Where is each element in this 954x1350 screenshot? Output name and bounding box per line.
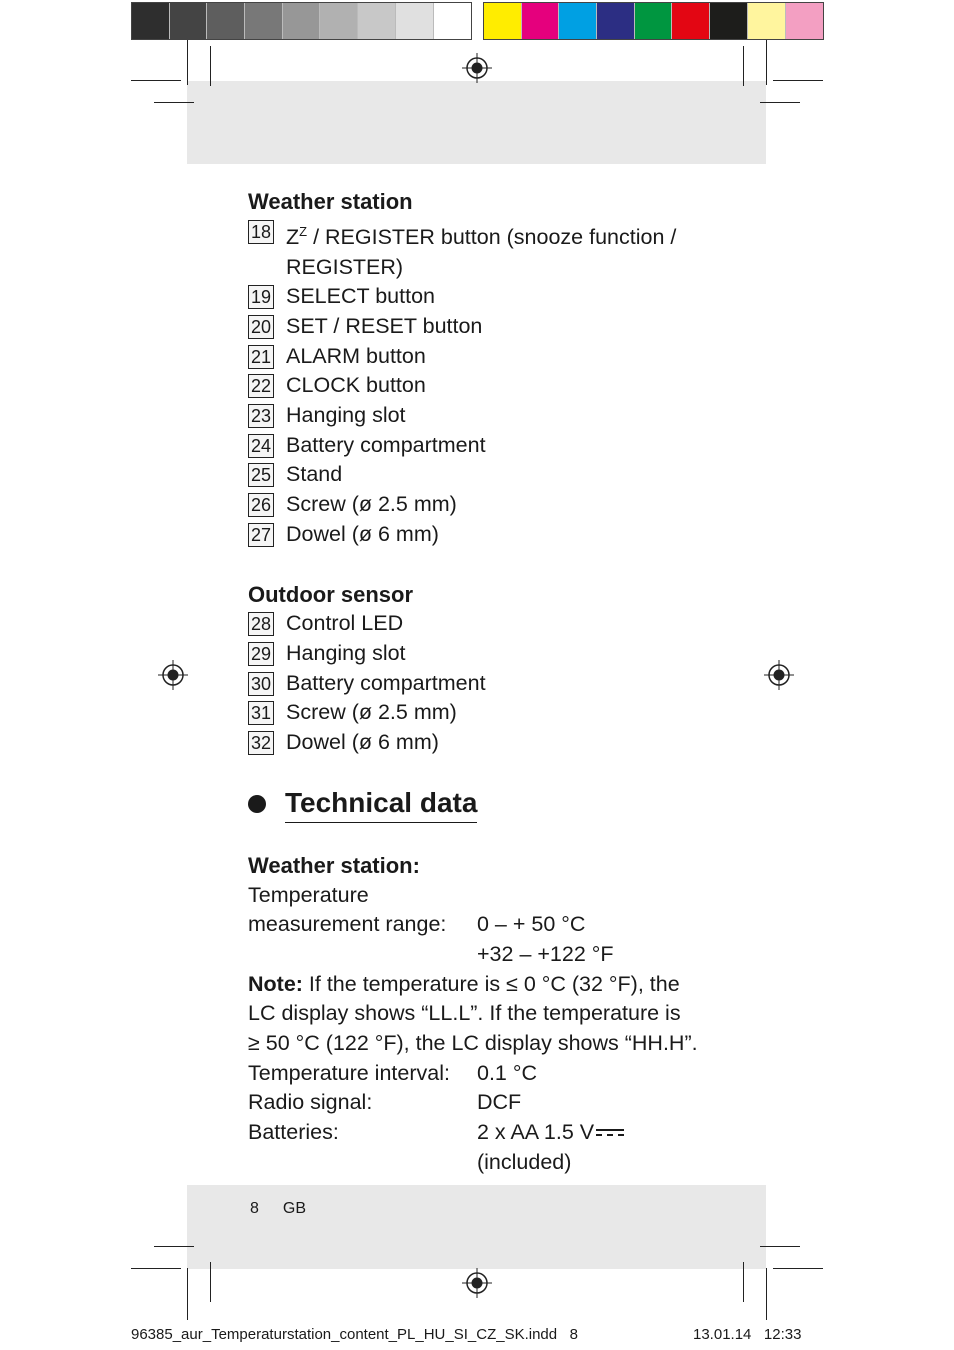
part-label: SET / RESET button — [286, 313, 483, 338]
part-list-item — [248, 282, 718, 312]
part-label: Dowel (ø 6 mm) — [286, 730, 439, 755]
part-list-item — [248, 609, 718, 639]
part-number-badge: 22 — [248, 374, 274, 398]
technical-data-rows — [248, 1059, 718, 1118]
color-swatch — [283, 3, 321, 39]
part-label: Hanging slot — [286, 641, 406, 665]
part-label: ALARM button — [286, 343, 426, 368]
note-text: If the temperature is ≤ 0 °C (32 °F), the LC display shows “LL.L”. If the temperature is ≥ 50 °C (122 °F), the LC display shows “HH.H”. — [248, 971, 698, 1056]
note-label: Note: — [248, 971, 303, 996]
crop-mark — [743, 1262, 744, 1302]
registration-mark-icon — [764, 660, 794, 690]
batteries-row — [248, 1118, 718, 1148]
crop-mark — [210, 46, 211, 86]
part-number-badge: 20 — [248, 315, 274, 339]
color-swatch — [132, 3, 170, 39]
color-swatch — [559, 3, 597, 39]
technical-data-row — [248, 1088, 718, 1118]
registration-mark-icon — [462, 1268, 492, 1298]
registration-mark-icon — [158, 660, 188, 690]
temperature-range-row — [248, 910, 718, 940]
part-list-item — [248, 728, 718, 758]
crop-mark — [743, 46, 744, 86]
part-list-item — [248, 431, 718, 461]
page-footer — [250, 1200, 330, 1218]
crop-mark — [154, 1246, 194, 1247]
part-list-item — [248, 669, 718, 699]
crop-mark — [187, 1268, 188, 1320]
crop-mark — [210, 1262, 211, 1302]
color-swatch — [635, 3, 673, 39]
footer-band — [187, 1185, 766, 1269]
color-swatch — [672, 3, 710, 39]
crop-mark — [773, 80, 823, 81]
batteries-label: Batteries: — [248, 1120, 339, 1145]
temperature-range-label: measurement range: — [248, 912, 447, 937]
part-label: Stand — [286, 462, 343, 487]
batteries-value: 2 x AA 1.5 V — [477, 1120, 595, 1145]
batteries-note-row — [248, 1148, 718, 1178]
print-slug-filename: 96385_aur_Temperaturstation_content_PL_HU_SI_CZ_SK.indd 8 — [131, 1326, 578, 1343]
note-paragraph — [248, 970, 698, 1059]
crop-mark — [773, 1268, 823, 1269]
part-list-item — [248, 520, 718, 550]
temperature-label: Temperature — [248, 882, 369, 907]
bullet-icon — [248, 795, 266, 813]
part-label: $Z^Z$ / REGISTER button (snooze function / REGISTER) — [286, 223, 677, 279]
weather-station-heading: Weather station — [248, 189, 413, 214]
part-list-item — [248, 639, 718, 669]
part-number-badge: 26 — [248, 493, 274, 517]
color-swatch — [396, 3, 434, 39]
part-number-badge: 28 — [248, 612, 274, 636]
crop-mark — [766, 40, 767, 85]
part-label: CLOCK button — [286, 373, 426, 398]
tech-weather-station-subheading: Weather station: — [248, 852, 420, 878]
part-list-item — [248, 217, 718, 283]
technical-data-value: 0.1 °C — [477, 1060, 537, 1085]
technical-data-title-text: Technical data — [285, 786, 477, 823]
color-calibration-bar-left — [131, 2, 472, 40]
color-swatch — [710, 3, 748, 39]
color-swatch — [748, 3, 786, 39]
part-label: SELECT button — [286, 284, 435, 309]
temperature-range-fahrenheit: +32 – +122 °F — [477, 941, 614, 966]
color-swatch — [170, 3, 208, 39]
part-label: Battery compartment — [286, 432, 486, 457]
part-number-badge: 25 — [248, 463, 274, 487]
part-number-badge: 29 — [248, 642, 274, 666]
temperature-range-celsius: 0 – + 50 °C — [477, 912, 586, 937]
part-list-item — [248, 371, 718, 401]
part-number-badge: 18 — [248, 220, 274, 244]
page-content — [248, 187, 718, 1178]
part-label: Battery compartment — [286, 670, 486, 695]
direct-current-icon — [596, 1128, 624, 1138]
color-swatch — [245, 3, 283, 39]
part-label: Screw (ø 2.5 mm) — [286, 700, 457, 725]
part-number-badge: 27 — [248, 523, 274, 547]
technical-data-value: DCF — [477, 1090, 522, 1115]
crop-mark — [760, 102, 800, 103]
outdoor-sensor-parts-list — [248, 609, 718, 758]
print-slug-date: 13.01.14 12:33 — [693, 1326, 802, 1343]
registration-mark-icon — [462, 53, 492, 83]
crop-mark — [187, 40, 188, 85]
color-swatch — [597, 3, 635, 39]
technical-data-label: Temperature interval: — [248, 1060, 450, 1085]
part-list-item — [248, 460, 718, 490]
weather-station-parts-list — [248, 217, 718, 550]
outdoor-sensor-heading: Outdoor sensor — [248, 581, 414, 607]
part-list-item — [248, 342, 718, 372]
part-number-badge: 21 — [248, 345, 274, 369]
part-label: Control LED — [286, 611, 404, 636]
part-number-badge: 19 — [248, 285, 274, 309]
part-list-item — [248, 490, 718, 520]
crop-mark — [766, 1268, 767, 1320]
part-number-badge: 23 — [248, 404, 274, 428]
color-swatch — [786, 3, 824, 39]
temperature-range-row-f — [248, 940, 718, 970]
part-label: Dowel (ø 6 mm) — [286, 521, 439, 546]
crop-mark — [760, 1246, 800, 1247]
part-list-item — [248, 401, 718, 431]
technical-data-label: Radio signal: — [248, 1090, 373, 1115]
part-list-item — [248, 698, 718, 728]
page-number: 8 — [250, 1200, 259, 1217]
color-swatch — [522, 3, 560, 39]
crop-mark — [154, 102, 194, 103]
color-swatch — [484, 3, 522, 39]
part-number-badge: 31 — [248, 701, 274, 725]
color-swatch — [320, 3, 358, 39]
color-calibration-bar-right — [483, 2, 824, 40]
crop-mark — [131, 80, 181, 81]
color-swatch — [207, 3, 245, 39]
part-number-badge: 24 — [248, 434, 274, 458]
batteries-note: (included) — [477, 1149, 572, 1174]
language-code: GB — [282, 1200, 307, 1217]
technical-data-title — [248, 786, 718, 823]
color-swatch — [358, 3, 396, 39]
part-number-badge: 32 — [248, 731, 274, 755]
part-list-item — [248, 312, 718, 342]
color-swatch — [434, 3, 472, 39]
header-band — [187, 81, 766, 164]
crop-mark — [131, 1268, 181, 1269]
part-number-badge: 30 — [248, 672, 274, 696]
part-label: Hanging slot — [286, 403, 406, 428]
part-label: Screw (ø 2.5 mm) — [286, 492, 457, 517]
technical-data-row — [248, 1059, 718, 1089]
